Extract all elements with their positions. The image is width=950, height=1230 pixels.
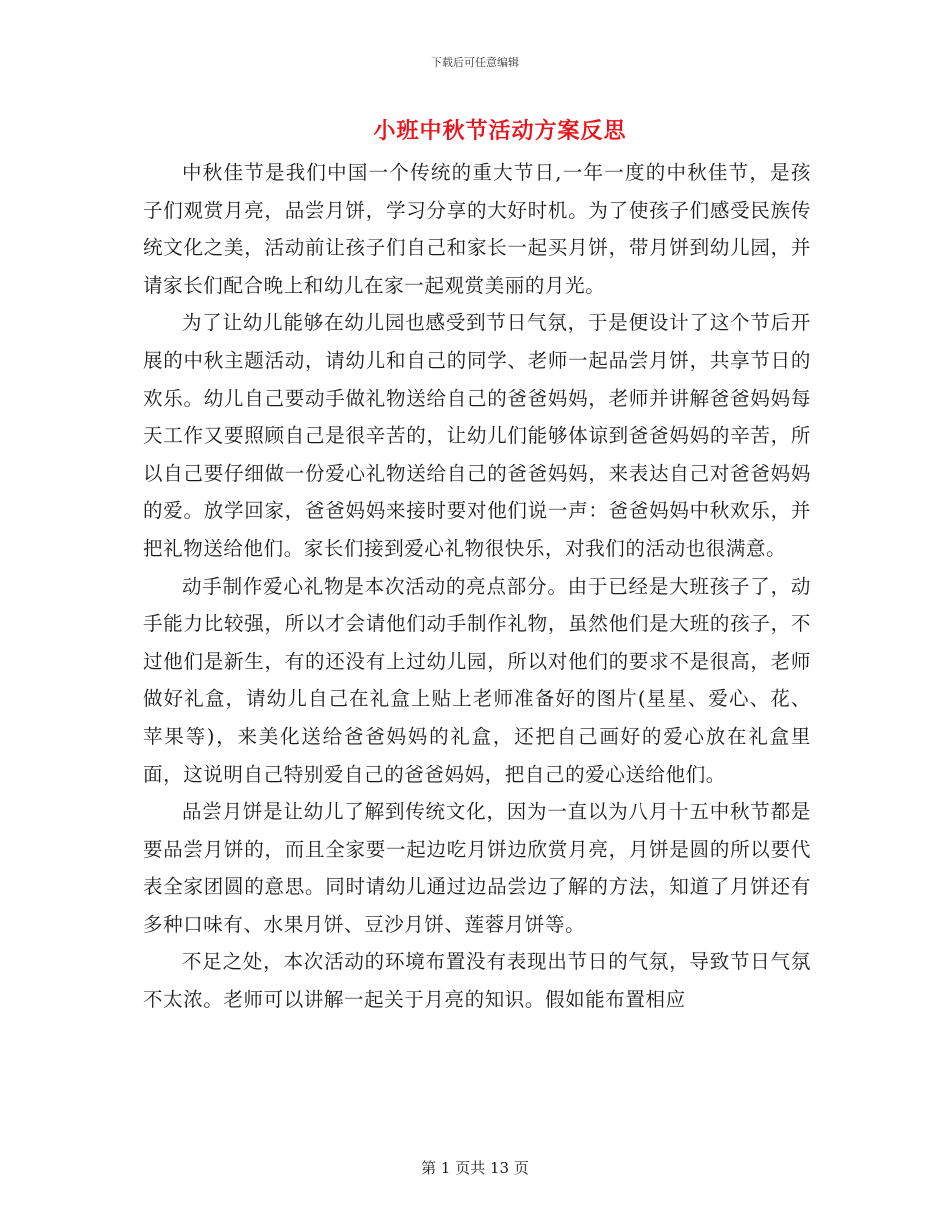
- paragraph-1: 中秋佳节是我们中国一个传统的重大节日,一年一度的中秋佳节，是孩子们观赏月亮，品尝月饼，学习分享的大好时机。为了使孩子们感受民族传统文化之美，活动前让孩子们自己和家长一起买月饼，带月饼到幼儿园，并请家长们配合晚上和幼儿在家一起观赏美丽的月光。: [143, 161, 811, 297]
- paragraph-3: 动手制作爱心礼物是本次活动的亮点部分。由于已经是大班孩子了，动手能力比较强，所以才会请他们动手制作礼物，虽然他们是大班的孩子，不过他们是新生，有的还没有上过幼儿园，所以对他们的要求不是很高，老师做好礼盒，请幼儿自己在礼盒上贴上老师准备好的图片(星星、爱心、花、苹果等)，来美化送给爸爸妈妈的礼盒，还把自己画好的爱心放在礼盒里面，这说明自己特别爱自己的爸爸妈妈，把自己的爱心送给他们。: [143, 574, 811, 786]
- header-note: 下载后可任意编辑: [431, 56, 519, 69]
- paragraph-5: 不足之处，本次活动的环境布置没有表现出节日的气氛，导致节日气氛不太浓。老师可以讲解一起关于月亮的知识。假如能布置相应: [143, 950, 811, 1012]
- paragraph-4: 品尝月饼是让幼儿了解到传统文化，因为一直以为八月十五中秋节都是要品尝月饼的，而且全家要一起边吃月饼边欣赏月亮，月饼是圆的所以要代表全家团圆的意思。同时请幼儿通过边品尝边了解的方法，知道了月饼还有多种口味有、水果月饼、豆沙月饼、莲蓉月饼等。: [143, 800, 811, 936]
- paragraph-2: 为了让幼儿能够在幼儿园也感受到节日气氛，于是便设计了这个节后开展的中秋主题活动，请幼儿和自己的同学、老师一起品尝月饼，共享节日的欢乐。幼儿自己要动手做礼物送给自己的爸爸妈妈，老师并讲解爸爸妈妈每天工作又要照顾自己是很辛苦的，让幼儿们能够体谅到爸爸妈妈的辛苦，所以自己要仔细做一份爱心礼物送给自己的爸爸妈妈，来表达自己对爸爸妈妈的爱。放学回家，爸爸妈妈来接时要对他们说一声：爸爸妈妈中秋欢乐，并把礼物送给他们。家长们接到爱心礼物很快乐，对我们的活动也很满意。: [143, 311, 811, 560]
- page-footer: 第 1 页共 13 页: [421, 1159, 529, 1177]
- document-title: 小班中秋节活动方案反思: [373, 118, 627, 144]
- document-body: [143, 154, 811, 1019]
